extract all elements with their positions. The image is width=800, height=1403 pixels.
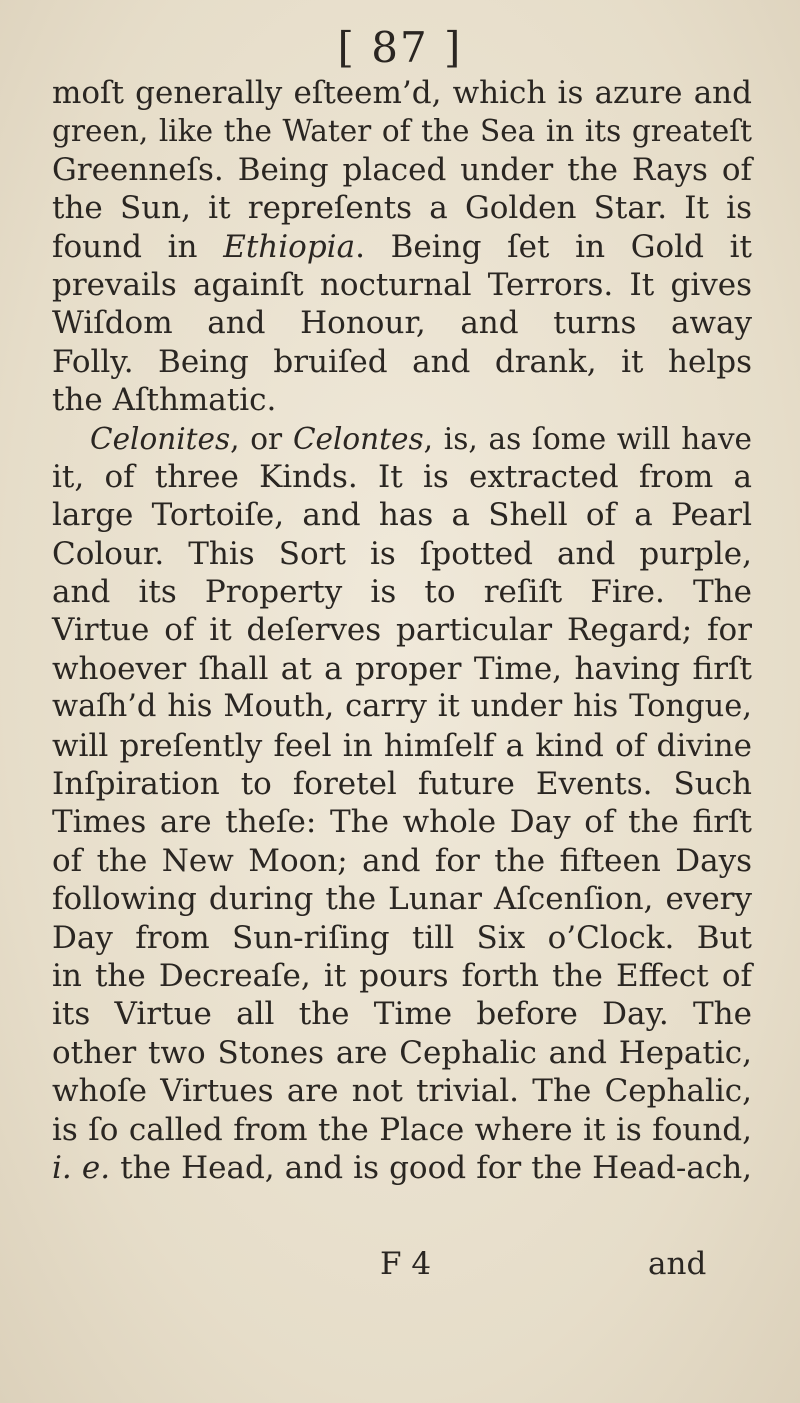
text-line: in the Decreaſe, it pours forth the Effect of	[52, 957, 752, 994]
text-line: whoever ſhall at a proper Time, having firſt	[52, 650, 752, 687]
text-line: is ſo called from the Place where it is found,	[52, 1111, 752, 1148]
text-line: following during the Lunar Aſcenſion, every	[52, 881, 752, 918]
text-line: moſt generally eſteem’d, which is azure and	[52, 75, 752, 111]
text-line: Greenneſs. Being placed under the Rays of	[52, 151, 752, 188]
text-line: large Tortoiſe, and has a Shell of a Pearl	[52, 497, 752, 534]
text-line: whoſe Virtues are not trivial. The Cephalic,	[52, 1073, 752, 1110]
text-line: Wiſdom and Honour, and turns away	[52, 305, 752, 342]
text-line: its Virtue all the Time before Day. The	[52, 996, 752, 1033]
body-text	[52, 74, 752, 1187]
text-line: the Sun, it repreſents a Golden Star. It is	[52, 190, 752, 227]
text-line: Times are theſe: The whole Day of the firſt	[52, 804, 752, 841]
page-footer	[0, 1244, 800, 1284]
text-line: Virtue of it deſerves particular Regard; for	[52, 612, 752, 649]
text-line: i. e. the Head, and is good for the Head-ach,	[52, 1149, 753, 1186]
text-line: will preſently feel in himſelf a kind of divine	[52, 727, 752, 764]
text-line: Day from Sun-riſing till Six o’Clock. But	[52, 919, 752, 956]
text-line: of the New Moon; and for the fifteen Days	[52, 842, 752, 879]
page-number: [ 87 ]	[337, 23, 463, 72]
signature-mark: F 4	[380, 1246, 432, 1282]
catchword: and	[648, 1246, 707, 1282]
text-line: waſh’d his Mouth, carry it under his Tongue,	[52, 689, 752, 725]
text-line: Folly. Being bruiſed and drank, it helps	[52, 343, 752, 380]
text-line: found in Ethiopia. Being ſet in Gold it	[52, 228, 752, 265]
text-line: Celonites, or Celontes, is, as ſome will have	[90, 421, 752, 456]
text-line: Colour. This Sort is ſpotted and purple,	[52, 535, 752, 572]
text-line: the Aſthmatic.	[52, 382, 277, 419]
text-line: other two Stones are Cephalic and Hepatic,	[52, 1034, 752, 1071]
text-line: green, like the Water of the Sea in its greateſt	[52, 114, 752, 149]
text-line: and its Property is to reſiſt Fire. The	[52, 574, 752, 611]
text-line: prevails againſt nocturnal Terrors. It gives	[52, 266, 752, 303]
text-line: it, of three Kinds. It is extracted from a	[52, 458, 752, 495]
text-line: Inſpiration to foretel future Events. Such	[52, 766, 752, 803]
